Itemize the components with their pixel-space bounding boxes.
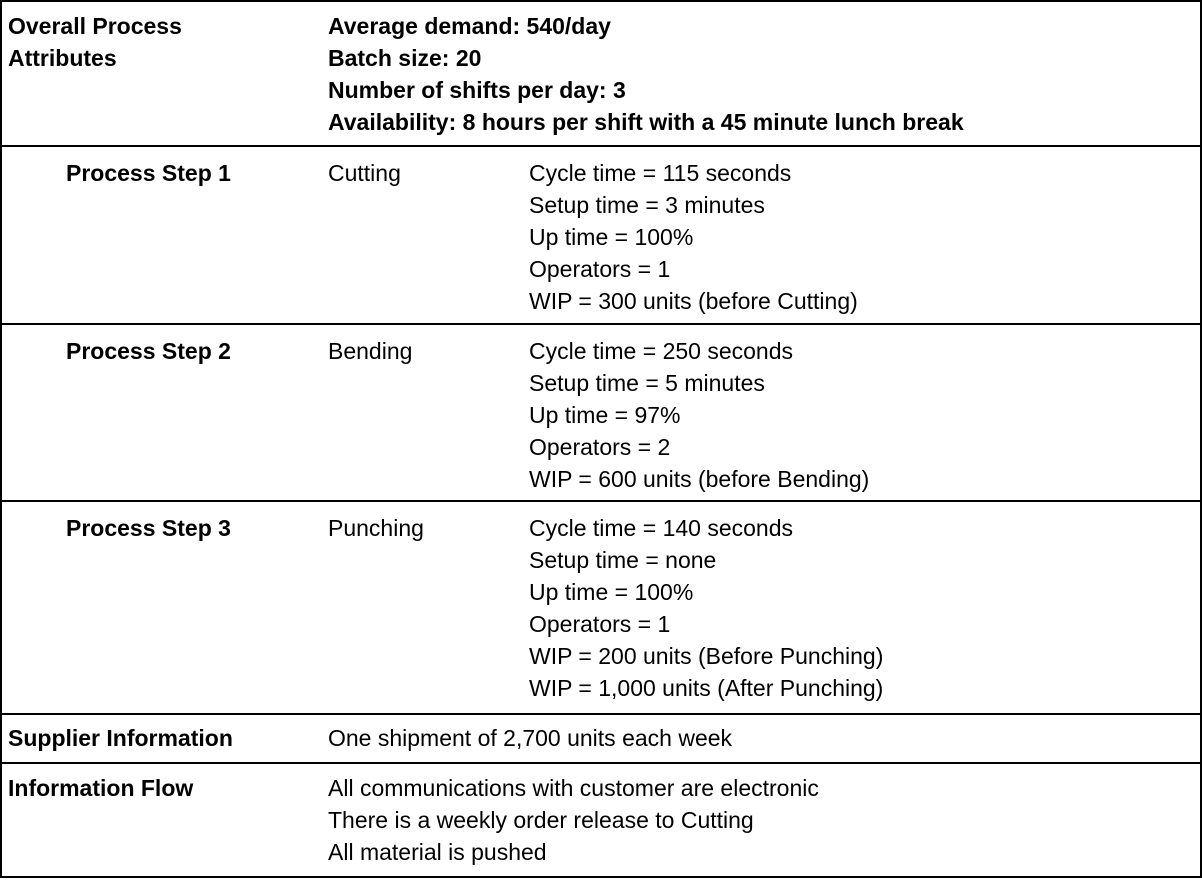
detail-line: Cycle time = 140 seconds	[529, 515, 793, 541]
detail-line: Setup time = none	[529, 547, 717, 573]
detail-line: Operators = 1	[529, 611, 671, 637]
info-flow-line: All communications with customer are electronic	[328, 775, 819, 801]
step-3-details	[529, 512, 883, 704]
info-flow-line: There is a weekly order release to Cutting	[328, 807, 754, 833]
info-flow-label: Information Flow	[8, 775, 194, 801]
detail-line: WIP = 600 units (before Bending)	[529, 466, 870, 492]
row-divider	[2, 145, 1200, 147]
attribute-line: Average demand: 540/day	[328, 13, 611, 39]
attribute-line: Availability: 8 hours per shift with a 45 minute lunch break	[328, 109, 964, 135]
detail-line: Operators = 1	[529, 256, 671, 282]
row-divider	[2, 713, 1200, 715]
step-1-details	[529, 157, 858, 317]
detail-line: Up time = 97%	[529, 402, 681, 428]
detail-line: Operators = 2	[529, 434, 671, 460]
overall-label-line: Attributes	[8, 45, 117, 71]
detail-line: Cycle time = 250 seconds	[529, 338, 793, 364]
overall-label	[8, 10, 182, 74]
step-1-label: Process Step 1	[66, 160, 231, 186]
supplier-text: One shipment of 2,700 units each week	[328, 725, 733, 751]
detail-line: WIP = 200 units (Before Punching)	[529, 643, 884, 669]
overall-label-line: Overall Process	[8, 13, 182, 39]
detail-line: Setup time = 5 minutes	[529, 370, 765, 396]
info-flow-line: All material is pushed	[328, 839, 547, 865]
attribute-line: Batch size: 20	[328, 45, 482, 71]
row-divider	[2, 762, 1200, 764]
detail-line: Up time = 100%	[529, 579, 694, 605]
detail-line: WIP = 1,000 units (After Punching)	[529, 675, 884, 701]
step-2-details	[529, 335, 869, 495]
detail-line: WIP = 300 units (before Cutting)	[529, 288, 858, 314]
attribute-line: Number of shifts per day: 3	[328, 77, 626, 103]
row-divider	[2, 500, 1200, 502]
step-2-label: Process Step 2	[66, 338, 231, 364]
info-flow-lines	[328, 772, 819, 868]
supplier-label: Supplier Information	[8, 725, 233, 751]
row-divider	[2, 323, 1200, 325]
overall-attributes	[328, 10, 964, 138]
step-1-name: Cutting	[328, 160, 401, 186]
step-3-name: Punching	[328, 515, 424, 541]
step-2-name: Bending	[328, 338, 413, 364]
step-3-label: Process Step 3	[66, 515, 231, 541]
detail-line: Cycle time = 115 seconds	[529, 160, 792, 186]
detail-line: Setup time = 3 minutes	[529, 192, 765, 218]
detail-line: Up time = 100%	[529, 224, 694, 250]
